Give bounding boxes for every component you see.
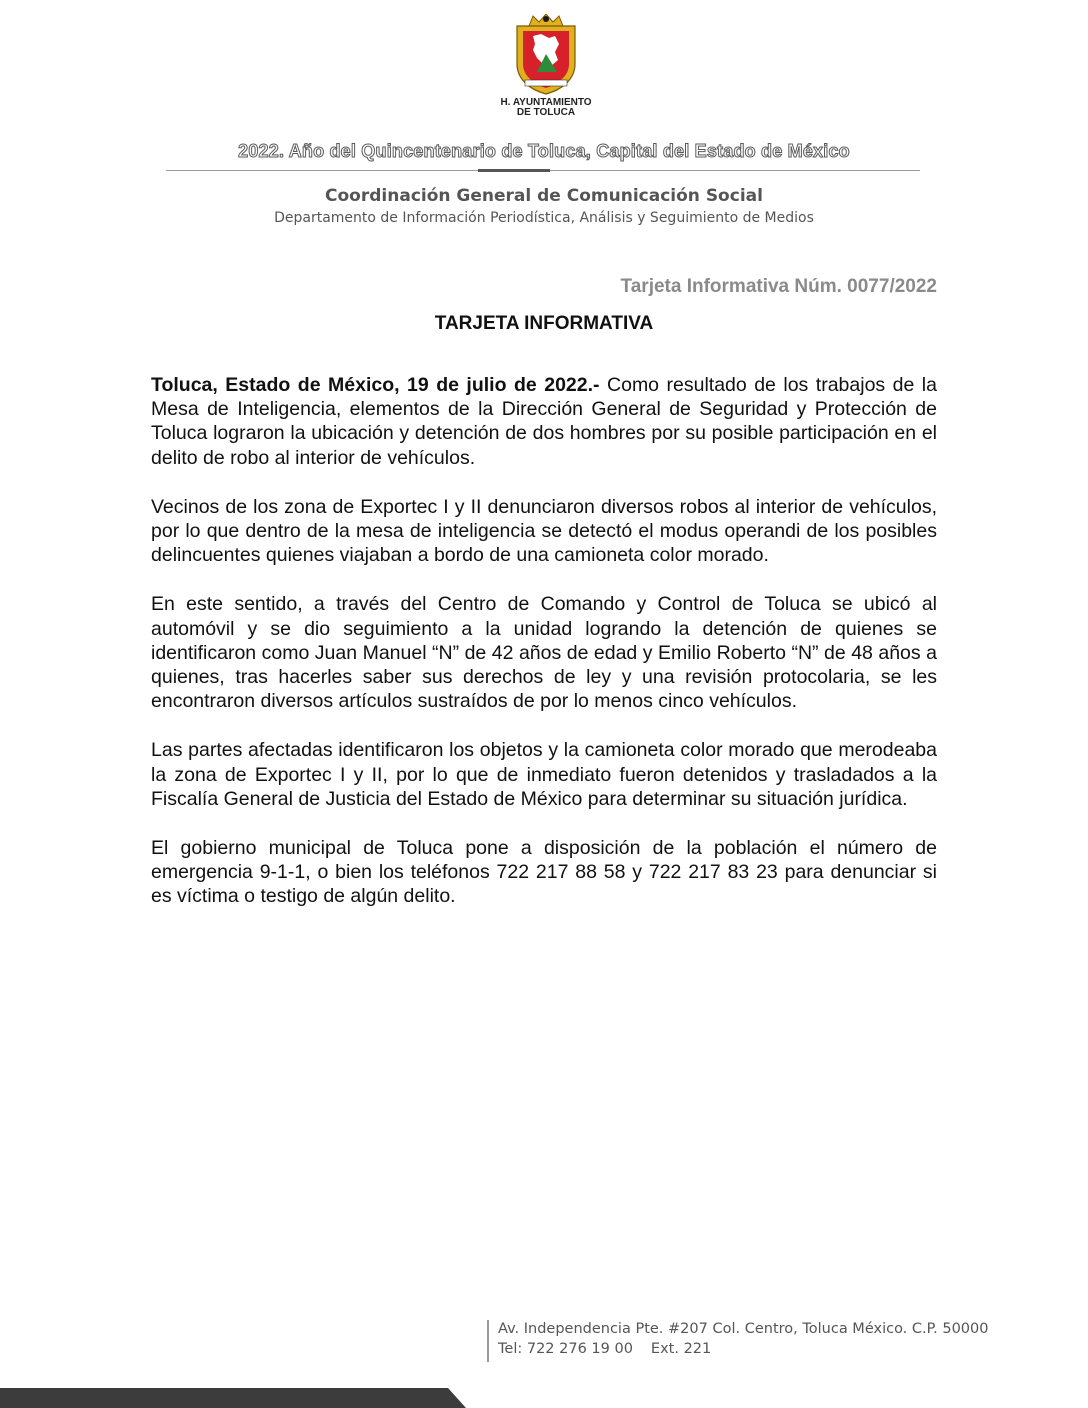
footer-address: Av. Independencia Pte. #207 Col. Centro, Toluca México. C.P. 50000 xyxy=(498,1321,989,1337)
dateline: Toluca, Estado de México, 19 de julio de 2022.- xyxy=(151,374,600,396)
footer-divider xyxy=(487,1320,489,1362)
document-body xyxy=(151,373,937,934)
paragraph-4: Las partes afectadas identificaron los objetos y la camioneta color morado que merodeaba la zona de Exportec I y II, por lo que de inmediato fueron detenidos y trasladados a la Fiscalía General de Justicia del Estado de México para determinar su situación jurídica. xyxy=(151,739,937,810)
department-name: Departamento de Información Periodística, Análisis y Seguimiento de Medios xyxy=(274,210,814,226)
document-number: Tarjeta Informativa Núm. 0077/2022 xyxy=(620,276,937,297)
paragraph-1-text: Como resultado de los trabajos de la Mesa de Inteligencia, elementos de la Dirección General de Seguridad y Protección de Toluca lograron la ubicación y detención de dos hombres por su posible participación en el delito de robo al interior de vehículos. xyxy=(151,374,937,469)
coordination-name: Coordinación General de Comunicación Social xyxy=(325,186,763,206)
paragraph-1 xyxy=(151,373,937,470)
toluca-coat-of-arms-logo xyxy=(491,14,601,120)
bottom-decorative-stripe xyxy=(0,1388,1088,1408)
year-motto-heading: 2022. Año del Quincentenario de Toluca, Capital del Estado de México xyxy=(238,141,850,161)
document-title: TARJETA INFORMATIVA xyxy=(434,313,654,334)
footer-phone: Tel: 722 276 19 00 xyxy=(498,1341,633,1357)
footer-extension: Ext. 221 xyxy=(650,1341,712,1357)
header-divider-accent xyxy=(478,169,550,172)
logo-title-line2: DE TOLUCA xyxy=(516,107,576,118)
paragraph-5: El gobierno municipal de Toluca pone a disposición de la población el número de emergencia 9-1-1, o bien los teléfonos 722 217 88 58 y 722 217 83 23 para denunciar si es víctima o testigo de algún delito. xyxy=(151,837,937,908)
paragraph-3: En este sentido, a través del Centro de Comando y Control de Toluca se ubicó al automóvil y se dio seguimiento a la unidad logrando la detención de quienes se identificaron como Juan Manuel “N” de 42 años de edad y Emilio Roberto “N” de 48 años a quienes, tras hacerles saber sus derechos de ley y una revisión protocolaria, se les encontraron diversos artículos sustraídos de por lo menos cinco vehículos. xyxy=(151,593,937,713)
footer-contact xyxy=(498,1341,711,1357)
shield-icon xyxy=(511,14,581,96)
paragraph-2: Vecinos de los zona de Exportec I y II denunciaron diversos robos al interior de vehículos, por lo que dentro de la mesa de inteligencia se detectó el modus operandi de los posibles delincuentes quienes viajaban a bordo de una camioneta color morado. xyxy=(151,495,937,567)
logo-title-line1: H. AYUNTAMIENTO xyxy=(500,97,592,108)
